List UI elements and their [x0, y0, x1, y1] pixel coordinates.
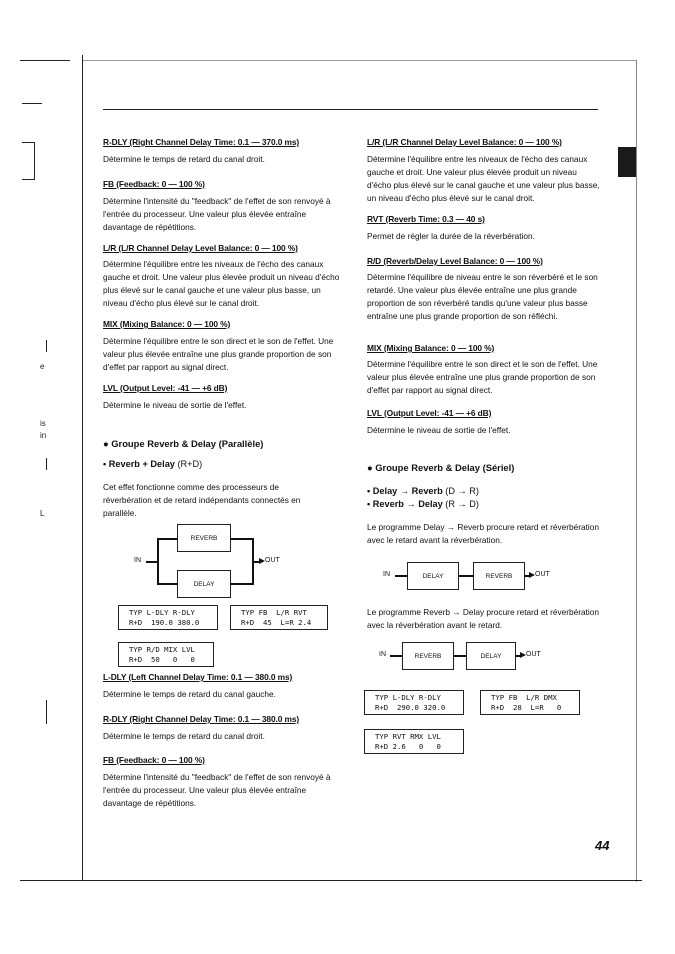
- left-lvl-text: Détermine le niveau de sortie de l'effet.: [103, 400, 247, 410]
- right-group-heading: ● Groupe Reverb & Delay (Sériel): [367, 462, 515, 473]
- serial2-delay-box: DELAY: [466, 642, 516, 670]
- left-fb2-text: Détermine l'intensité du "feedback" de l'effet de son renvoyé à l'entrée du processeur. Une valeur plus élevée entraîne davantage de répétitions.: [103, 772, 331, 808]
- lcd-display-fb-lr-rvt: TYP FB L/R RVT R+D 45 L=R 2.4: [230, 605, 328, 630]
- margin-mark-e: e: [40, 362, 45, 371]
- left-rdly-text: Détermine le temps de retard du canal droit.: [103, 154, 265, 164]
- margin-tick: [46, 458, 47, 470]
- right-lvl-text: Détermine le niveau de sortie de l'effet.: [367, 425, 511, 435]
- left-rdly2-text: Détermine le temps de retard du canal droit.: [103, 731, 265, 741]
- left-fb-heading: FB (Feedback: 0 — 100 %): [103, 179, 205, 189]
- lcd-display-serial-rvt-rmx-lvl: TYP RVT RMX LVL R+D 2.6 0 0: [364, 729, 464, 754]
- right-group-sub2-bold: • Reverb → Delay: [367, 499, 443, 509]
- margin-tick: [46, 700, 47, 724]
- left-group-sub: [103, 459, 202, 469]
- left-ldly-heading: L-DLY (Left Channel Delay Time: 0.1 — 380.0 ms): [103, 672, 293, 682]
- bottom-rule: [20, 880, 642, 881]
- left-mix-heading: MIX (Mixing Balance: 0 — 100 %): [103, 319, 231, 329]
- right-lr-text: Détermine l'équilibre entre les niveaux de l'écho des canaux gauche et droit. Une valeur plus élevée produit un niveau d'écho plus élevé sur le canal gauche et une valeur plus basse, un niveau d'écho plus élevé sur le canal droit.: [367, 154, 600, 203]
- serial1-in-label: IN: [383, 571, 390, 578]
- lcd-display-ldly-rdly: TYP L-DLY R-DLY R+D 190.0 380.0: [118, 605, 218, 630]
- lcd-display-rd-mix-lvl: TYP R/D MIX LVL R+D 50 0 0: [118, 642, 214, 667]
- wire: [454, 655, 466, 657]
- wire: [395, 575, 407, 577]
- right-rd-heading: R/D (Reverb/Delay Level Balance: 0 — 100 %): [367, 256, 543, 266]
- right-mix-text: Détermine l'équilibre entre le son direct et le son de l'effet. Une valeur plus élevée entraîne une plus grande proportion de son d'effet par rapport au signal direct.: [367, 359, 598, 395]
- serial2-out-label: OUT: [526, 651, 541, 658]
- margin-tick: [46, 340, 47, 352]
- right-lvl-heading: LVL (Output Level: -41 — +6 dB): [367, 408, 492, 418]
- parallel-in-label: IN: [134, 557, 141, 564]
- right-edge-line: [636, 60, 637, 882]
- right-group-sub2: [367, 499, 479, 509]
- wire: [459, 575, 473, 577]
- serial1-out-label: OUT: [535, 571, 550, 578]
- left-lr-text: Détermine l'équilibre entre les niveaux de l'écho des canaux gauche et droit. Une valeur plus élevée produit un niveau d'écho plus élevé sur le canal gauche et une valeur plus basse, un niveau d'écho plus élevé sur le canal droit.: [103, 259, 340, 308]
- wire: [157, 538, 177, 540]
- parallel-out-label: OUT: [265, 557, 280, 564]
- right-group-sub1: [367, 486, 479, 496]
- header-rule: [103, 109, 598, 110]
- right-group-sub1-bold: • Delay → Reverb: [367, 486, 443, 496]
- wire: [157, 583, 177, 585]
- left-lr-heading: L/R (L/R Channel Delay Level Balance: 0 — 100 %): [103, 243, 298, 253]
- right-group-text1: Le programme Delay → Reverb procure retard et réverbération avec le retard avant la réverbération.: [367, 522, 599, 545]
- serial1-delay-box: DELAY: [407, 562, 459, 590]
- right-lr-heading: L/R (L/R Channel Delay Level Balance: 0 — 100 %): [367, 137, 562, 147]
- parallel-reverb-box: REVERB: [177, 524, 231, 552]
- wire: [231, 538, 253, 540]
- lcd-display-serial-fb-lr-dmx: TYP FB L/R DMX R+D 28 L=R 0: [480, 690, 580, 715]
- page-number: 44: [595, 838, 610, 853]
- left-group-heading: ● Groupe Reverb & Delay (Parallèle): [103, 438, 264, 449]
- left-rdly2-heading: R-DLY (Right Channel Delay Time: 0.1 — 380.0 ms): [103, 714, 300, 724]
- left-fb-text: Détermine l'intensité du "feedback" de l'effet de son renvoyé à l'entrée du processeur. Une valeur plus élevée entraîne davantage de répétitions.: [103, 196, 331, 232]
- left-bracket-mark: [22, 142, 35, 180]
- top-rule: [82, 60, 637, 61]
- right-group-sub1-rest: (D → R): [442, 486, 479, 496]
- left-mix-text: Détermine l'équilibre entre le son direct et le son de l'effet. Une valeur plus élevée entraîne une plus grande proportion de son d'effet par rapport au signal direct.: [103, 336, 334, 372]
- wire: [231, 583, 253, 585]
- left-fb2-heading: FB (Feedback: 0 — 100 %): [103, 755, 205, 765]
- right-mix-heading: MIX (Mixing Balance: 0 — 100 %): [367, 343, 495, 353]
- serial2-in-label: IN: [379, 651, 386, 658]
- right-rd-text: Détermine l'équilibre de niveau entre le son réverbéré et le son retardé. Une valeur plus élevée entraîne une plus grande proportion de son réverbéré tandis qu'une valeur plus basse entraîne une plus grande proportion de son réfléchi.: [367, 272, 598, 321]
- wire: [390, 655, 402, 657]
- left-ldly-text: Détermine le temps de retard du canal gauche.: [103, 689, 276, 699]
- serial2-reverb-box: REVERB: [402, 642, 454, 670]
- left-group-sub-bold: • Reverb + Delay: [103, 459, 175, 469]
- left-dash-mark: [22, 103, 42, 104]
- wire: [157, 538, 159, 585]
- margin-mark-in: in: [40, 431, 47, 440]
- left-group-sub-rest: (R+D): [174, 459, 203, 469]
- right-rvt-heading: RVT (Reverb Time: 0.3 — 40 s): [367, 214, 485, 224]
- parallel-delay-box: DELAY: [177, 570, 231, 598]
- top-rule-left: [20, 60, 70, 61]
- right-rvt-text: Permet de régler la durée de la réverbération.: [367, 231, 535, 241]
- thumb-tab: [618, 147, 636, 177]
- right-group-sub2-rest: (R → D): [442, 499, 479, 509]
- left-rdly-heading: R-DLY (Right Channel Delay Time: 0.1 — 370.0 ms): [103, 137, 300, 147]
- serial1-reverb-box: REVERB: [473, 562, 525, 590]
- left-lvl-heading: LVL (Output Level: -41 — +6 dB): [103, 383, 228, 393]
- right-group-text2: Le programme Reverb → Delay procure retard et réverbération avec la réverbération avant le retard.: [367, 607, 599, 630]
- binding-line: [82, 55, 83, 881]
- lcd-display-serial-ldly-rdly: TYP L-DLY R-DLY R+D 290.0 320.0: [364, 690, 464, 715]
- margin-mark-is: is: [40, 419, 46, 428]
- left-group-text: Cet effet fonctionne comme des processeurs de réverbération et de retard indépendants connectés en parallèle.: [103, 482, 301, 518]
- margin-mark-L: L: [40, 509, 45, 518]
